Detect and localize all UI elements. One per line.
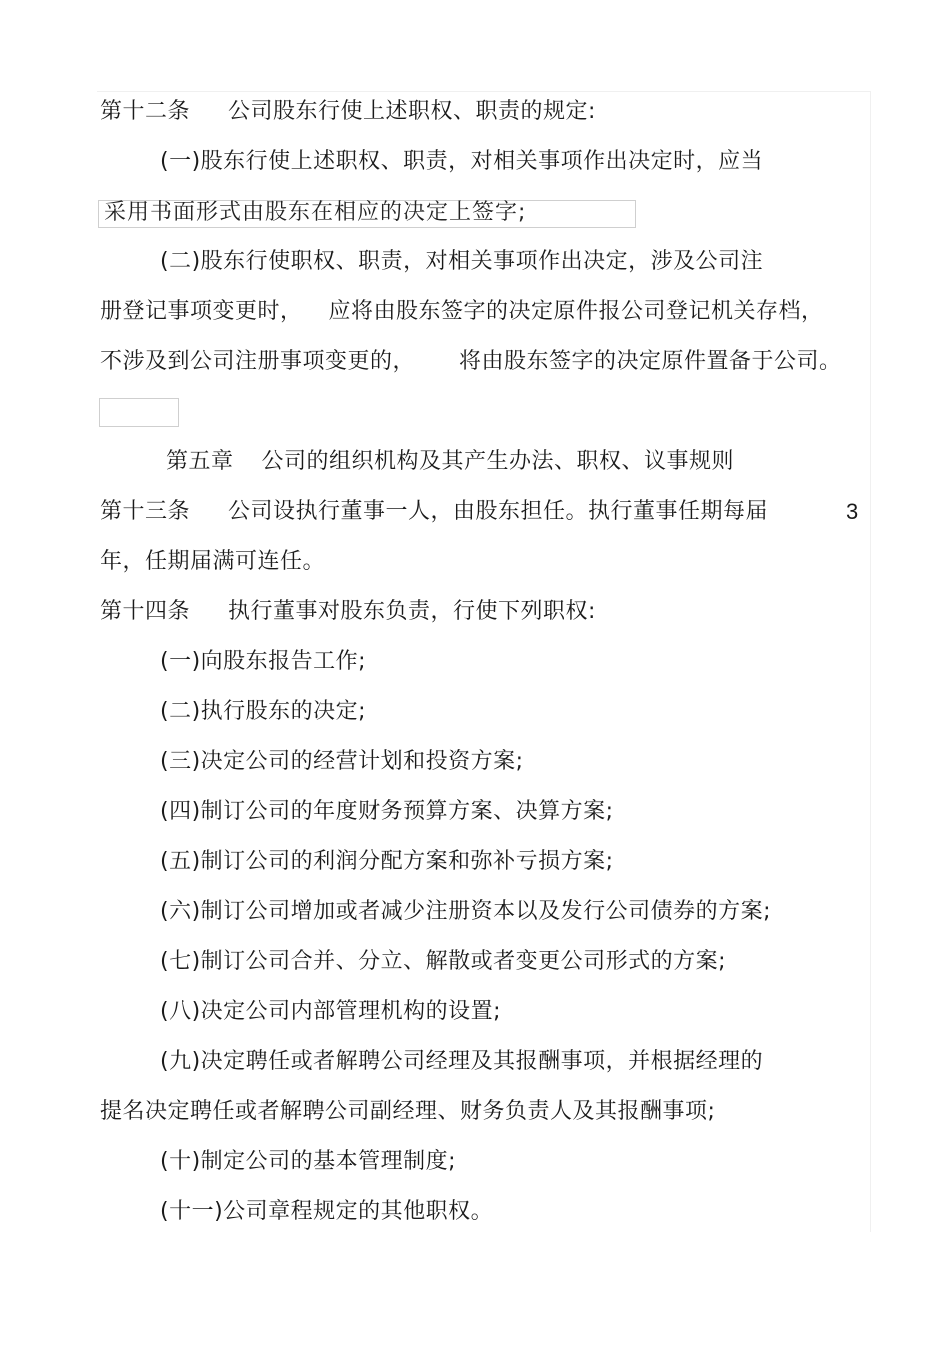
article-12-item-2-line-2a: 册登记事项变更时， xyxy=(100,299,303,324)
article-14-item: (九)决定聘任或者解聘公司经理及其报酬事项，并根据经理的 xyxy=(160,1049,764,1074)
article-14-title: 执行董事对股东负责，行使下列职权: xyxy=(228,599,596,624)
article-12-item-2-line-3a: 不涉及到公司注册事项变更的， xyxy=(100,349,416,374)
article-13-heading: 第十三条 xyxy=(100,499,191,524)
chapter-5-heading: 第五章 xyxy=(166,449,234,474)
article-14-item: (六)制订公司增加或者减少注册资本以及发行公司债券的方案; xyxy=(160,899,772,924)
article-14-item: (十)制定公司的基本管理制度; xyxy=(160,1149,457,1174)
article-12-line xyxy=(100,97,596,127)
chapter-5-title: 公司的组织机构及其产生办法、职权、议事规则 xyxy=(261,449,735,474)
article-12-heading: 第十二条 xyxy=(100,99,191,124)
article-12-item-1-continued: 采用书面形式由股东在相应的决定上签字; xyxy=(104,200,527,225)
article-14-item: (五)制订公司的利润分配方案和弥补亏损方案; xyxy=(160,849,614,874)
article-12-item-2-line-2 xyxy=(100,297,824,327)
article-13-text: 公司设执行董事一人，由股东担任。执行董事任期每届 xyxy=(228,499,769,524)
article-14-item: (一)向股东报告工作; xyxy=(160,649,367,674)
article-14-item: (七)制订公司合并、分立、解散或者变更公司形式的方案; xyxy=(160,949,727,974)
article-12-item-2-line-3 xyxy=(100,347,842,377)
article-12-item-2: (二)股东行使职权、职责，对相关事项作出决定，涉及公司注 xyxy=(160,249,764,274)
article-14-item-9-continued: 提名决定聘任或者解聘公司副经理、财务负责人及其报酬事项; xyxy=(100,1099,716,1124)
article-14-item: (四)制订公司的年度财务预算方案、决算方案; xyxy=(160,799,614,824)
article-12-item-2-line-2b: 应将由股东签字的决定原件报公司登记机关存档， xyxy=(328,299,824,324)
article-13-line-2: 年，任期届满可连任。 xyxy=(100,549,326,574)
article-12-item-1: (一)股东行使上述职权、职责，对相关事项作出决定时，应当 xyxy=(160,149,764,174)
article-14-item: (三)决定公司的经营计划和投资方案; xyxy=(160,749,524,774)
article-14-line xyxy=(100,597,596,627)
article-13-line xyxy=(100,497,768,527)
article-14-item: (十一)公司章程规定的其他职权。 xyxy=(160,1199,494,1224)
article-14-item: (二)执行股东的决定; xyxy=(160,699,367,724)
chapter-5-heading-line xyxy=(166,447,734,477)
article-14-item: (八)决定公司内部管理机构的设置; xyxy=(160,999,502,1024)
article-13-term-number: 3 xyxy=(846,499,859,524)
article-12-title: 公司股东行使上述职权、职责的规定: xyxy=(228,99,596,124)
empty-field-box xyxy=(99,398,179,427)
article-14-heading: 第十四条 xyxy=(100,599,191,624)
article-12-item-2-line-3b: 将由股东签字的决定原件置备于公司。 xyxy=(459,349,842,374)
